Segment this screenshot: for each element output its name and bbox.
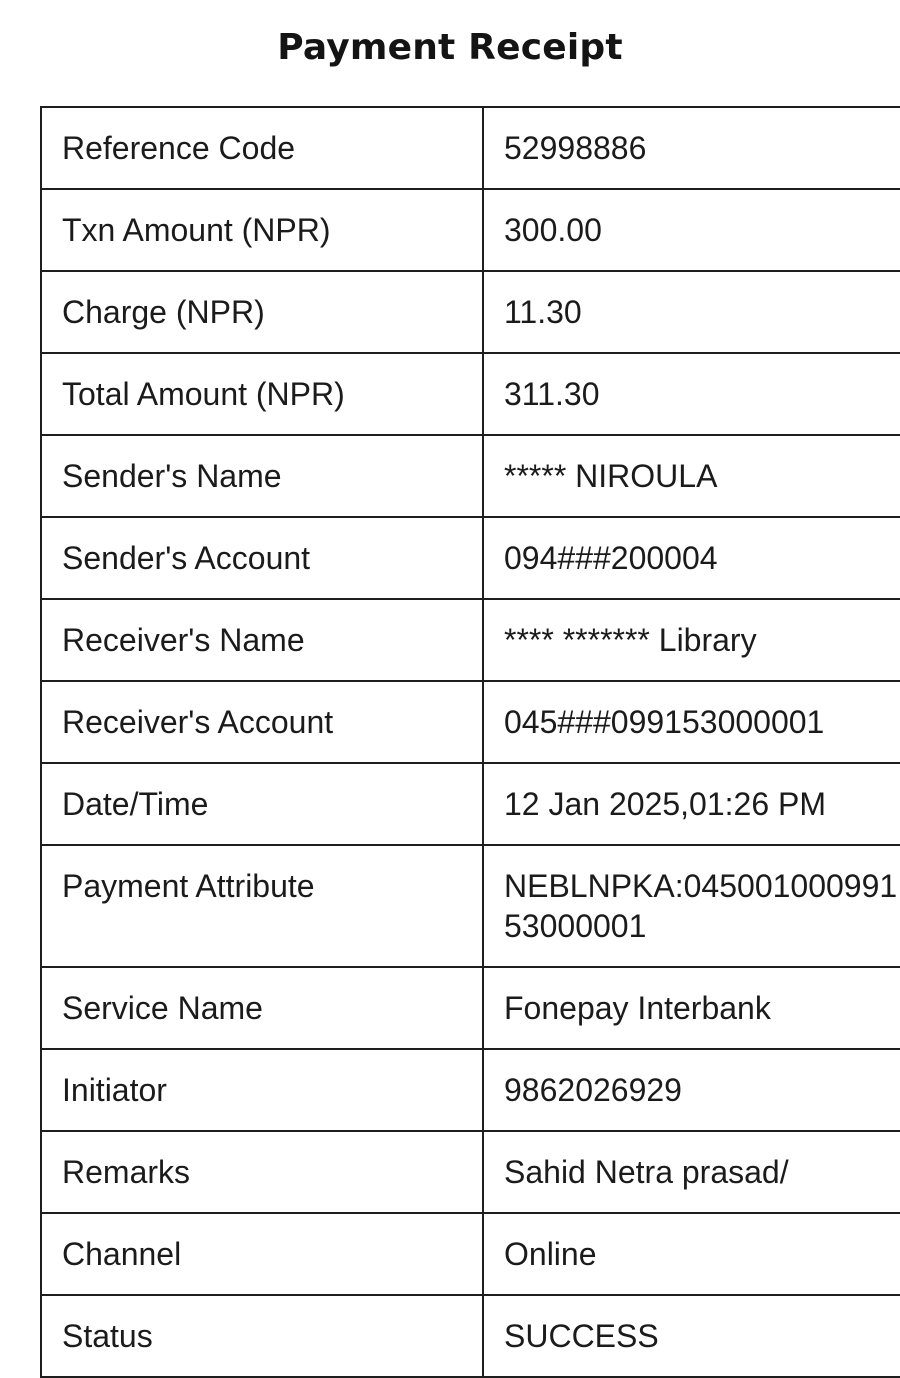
channel-row [41, 1213, 900, 1295]
date-time-value: 12 Jan 2025,01:26 PM [483, 763, 900, 845]
channel-value: Online [483, 1213, 900, 1295]
service-name-row [41, 967, 900, 1049]
date-time-row [41, 763, 900, 845]
total-amount-label: Total Amount (NPR) [41, 353, 483, 435]
service-name-label: Service Name [41, 967, 483, 1049]
txn-amount-row [41, 189, 900, 271]
sender-name-value: ***** NIROULA [483, 435, 900, 517]
reference-code-value: 52998886 [483, 107, 900, 189]
sender-account-row [41, 517, 900, 599]
receiver-name-value: **** ******* Library [483, 599, 900, 681]
date-time-label: Date/Time [41, 763, 483, 845]
channel-label: Channel [41, 1213, 483, 1295]
total-amount-row [41, 353, 900, 435]
sender-name-row [41, 435, 900, 517]
receiver-name-label: Receiver's Name [41, 599, 483, 681]
sender-account-value: 094###200004 [483, 517, 900, 599]
reference-code-row [41, 107, 900, 189]
receipt-table [40, 106, 900, 1378]
status-label: Status [41, 1295, 483, 1377]
remarks-value: Sahid Netra prasad/ [483, 1131, 900, 1213]
charge-value: 11.30 [483, 271, 900, 353]
status-value: SUCCESS [483, 1295, 900, 1377]
sender-account-label: Sender's Account [41, 517, 483, 599]
charge-row [41, 271, 900, 353]
receiver-account-label: Receiver's Account [41, 681, 483, 763]
receiver-account-value: 045###099153000001 [483, 681, 900, 763]
receiver-account-row [41, 681, 900, 763]
remarks-row [41, 1131, 900, 1213]
initiator-label: Initiator [41, 1049, 483, 1131]
page-title: Payment Receipt [277, 27, 623, 68]
total-amount-value: 311.30 [483, 353, 900, 435]
receiver-name-row [41, 599, 900, 681]
txn-amount-label: Txn Amount (NPR) [41, 189, 483, 271]
initiator-row [41, 1049, 900, 1131]
charge-label: Charge (NPR) [41, 271, 483, 353]
payment-attribute-row [41, 845, 900, 967]
txn-amount-value: 300.00 [483, 189, 900, 271]
initiator-value: 9862026929 [483, 1049, 900, 1131]
sender-name-label: Sender's Name [41, 435, 483, 517]
payment-attribute-label: Payment Attribute [41, 845, 483, 967]
reference-code-label: Reference Code [41, 107, 483, 189]
service-name-value: Fonepay Interbank [483, 967, 900, 1049]
payment-attribute-value: NEBLNPKA:04500100099153000001 [483, 845, 900, 967]
remarks-label: Remarks [41, 1131, 483, 1213]
